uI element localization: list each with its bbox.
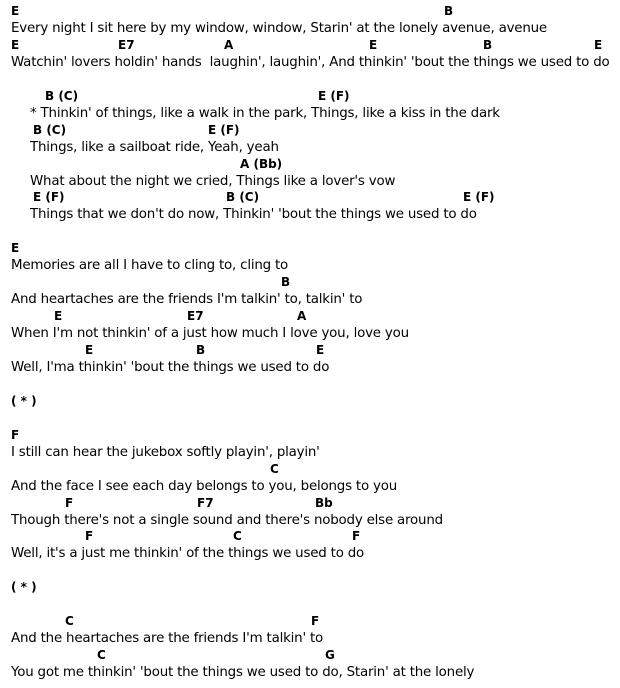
chord-label: E xyxy=(11,241,20,256)
chord-label: B (C) xyxy=(45,88,79,103)
chord-label: B xyxy=(196,343,206,357)
chorus-marker: ( * ) xyxy=(11,580,37,595)
lyric-line: Things, like a sailboat ride, Yeah, yeah xyxy=(30,139,279,155)
chord-label: C xyxy=(270,461,279,476)
chord-label: E7 xyxy=(187,309,204,324)
chord-label: E xyxy=(85,343,94,357)
chord-label: B xyxy=(281,275,291,290)
chord-label: E xyxy=(54,309,63,324)
chord-label: A xyxy=(224,37,234,52)
lyric-line: Watchin' lovers holdin' hands laughin', laughin', And thinkin' 'bout the things we used to do xyxy=(11,54,610,70)
chord-label: A xyxy=(297,309,307,324)
lyric-line: And the heartaches are the friends I'm talkin' to xyxy=(11,631,324,647)
chord-label: E xyxy=(369,37,378,52)
chord-label: F xyxy=(65,495,74,510)
chord-label: Bb xyxy=(315,495,333,510)
lyric-line: * Thinkin' of things, like a walk in the park, Things, like a kiss in the dark xyxy=(30,105,500,121)
chord-label: C xyxy=(65,614,74,629)
chord-label: G xyxy=(325,648,335,663)
lyric-line: I still can hear the jukebox softly playin', playin' xyxy=(11,444,320,460)
lyric-line: And heartaches are the friends I'm talkin' to, talkin' to xyxy=(11,292,363,308)
lyric-line: Though there's not a single sound and there's nobody else around xyxy=(11,512,443,528)
chord-label: F xyxy=(85,529,94,544)
chord-label: A (Bb) xyxy=(240,156,283,171)
lyric-line: What about the night we cried, Things like a lover's vow xyxy=(30,173,396,189)
lyric-line: You got me thinkin' 'bout the things we used to do, Starin' at the lonely xyxy=(11,665,475,681)
chord-label: F7 xyxy=(197,495,214,510)
chord-label: C xyxy=(97,648,106,663)
lyric-line: Well, it's a just me thinkin' of the things we used to do xyxy=(11,546,365,562)
chord-label: E7 xyxy=(118,37,135,52)
chord-label: C xyxy=(233,529,242,544)
chorus-marker: ( * ) xyxy=(11,393,37,408)
chord-label: E xyxy=(316,343,325,357)
chord-label: E xyxy=(594,37,603,52)
lyric-line: And the face I see each day belongs to you, belongs to you xyxy=(11,478,398,494)
chord-label: F xyxy=(352,529,361,544)
chord-label: F xyxy=(311,614,320,629)
chord-label: B xyxy=(483,37,493,52)
chord-label: E xyxy=(11,37,20,52)
chord-label: E (F) xyxy=(208,122,240,137)
lyric-line: Memories are all I have to cling to, cling to xyxy=(11,258,289,274)
chord-label: B xyxy=(444,4,454,18)
lyric-line: Well, I'ma thinkin' 'bout the things we used to do xyxy=(11,359,330,375)
lyric-line: Every night I sit here by my window, window, Starin' at the lonely avenue, avenue xyxy=(11,20,547,36)
chord-label: E (F) xyxy=(318,88,350,103)
chord-label: E (F) xyxy=(463,190,495,205)
lyric-line: When I'm not thinkin' of a just how much I love you, love you xyxy=(11,326,409,342)
lyric-line: Things that we don't do now, Thinkin' 'bout the things we used to do xyxy=(30,207,477,223)
chord-label: E xyxy=(11,4,20,18)
chord-label: F xyxy=(11,427,20,442)
chord-label: B (C) xyxy=(33,122,67,137)
chord-label: B (C) xyxy=(226,190,260,205)
chord-label: E (F) xyxy=(33,190,65,205)
